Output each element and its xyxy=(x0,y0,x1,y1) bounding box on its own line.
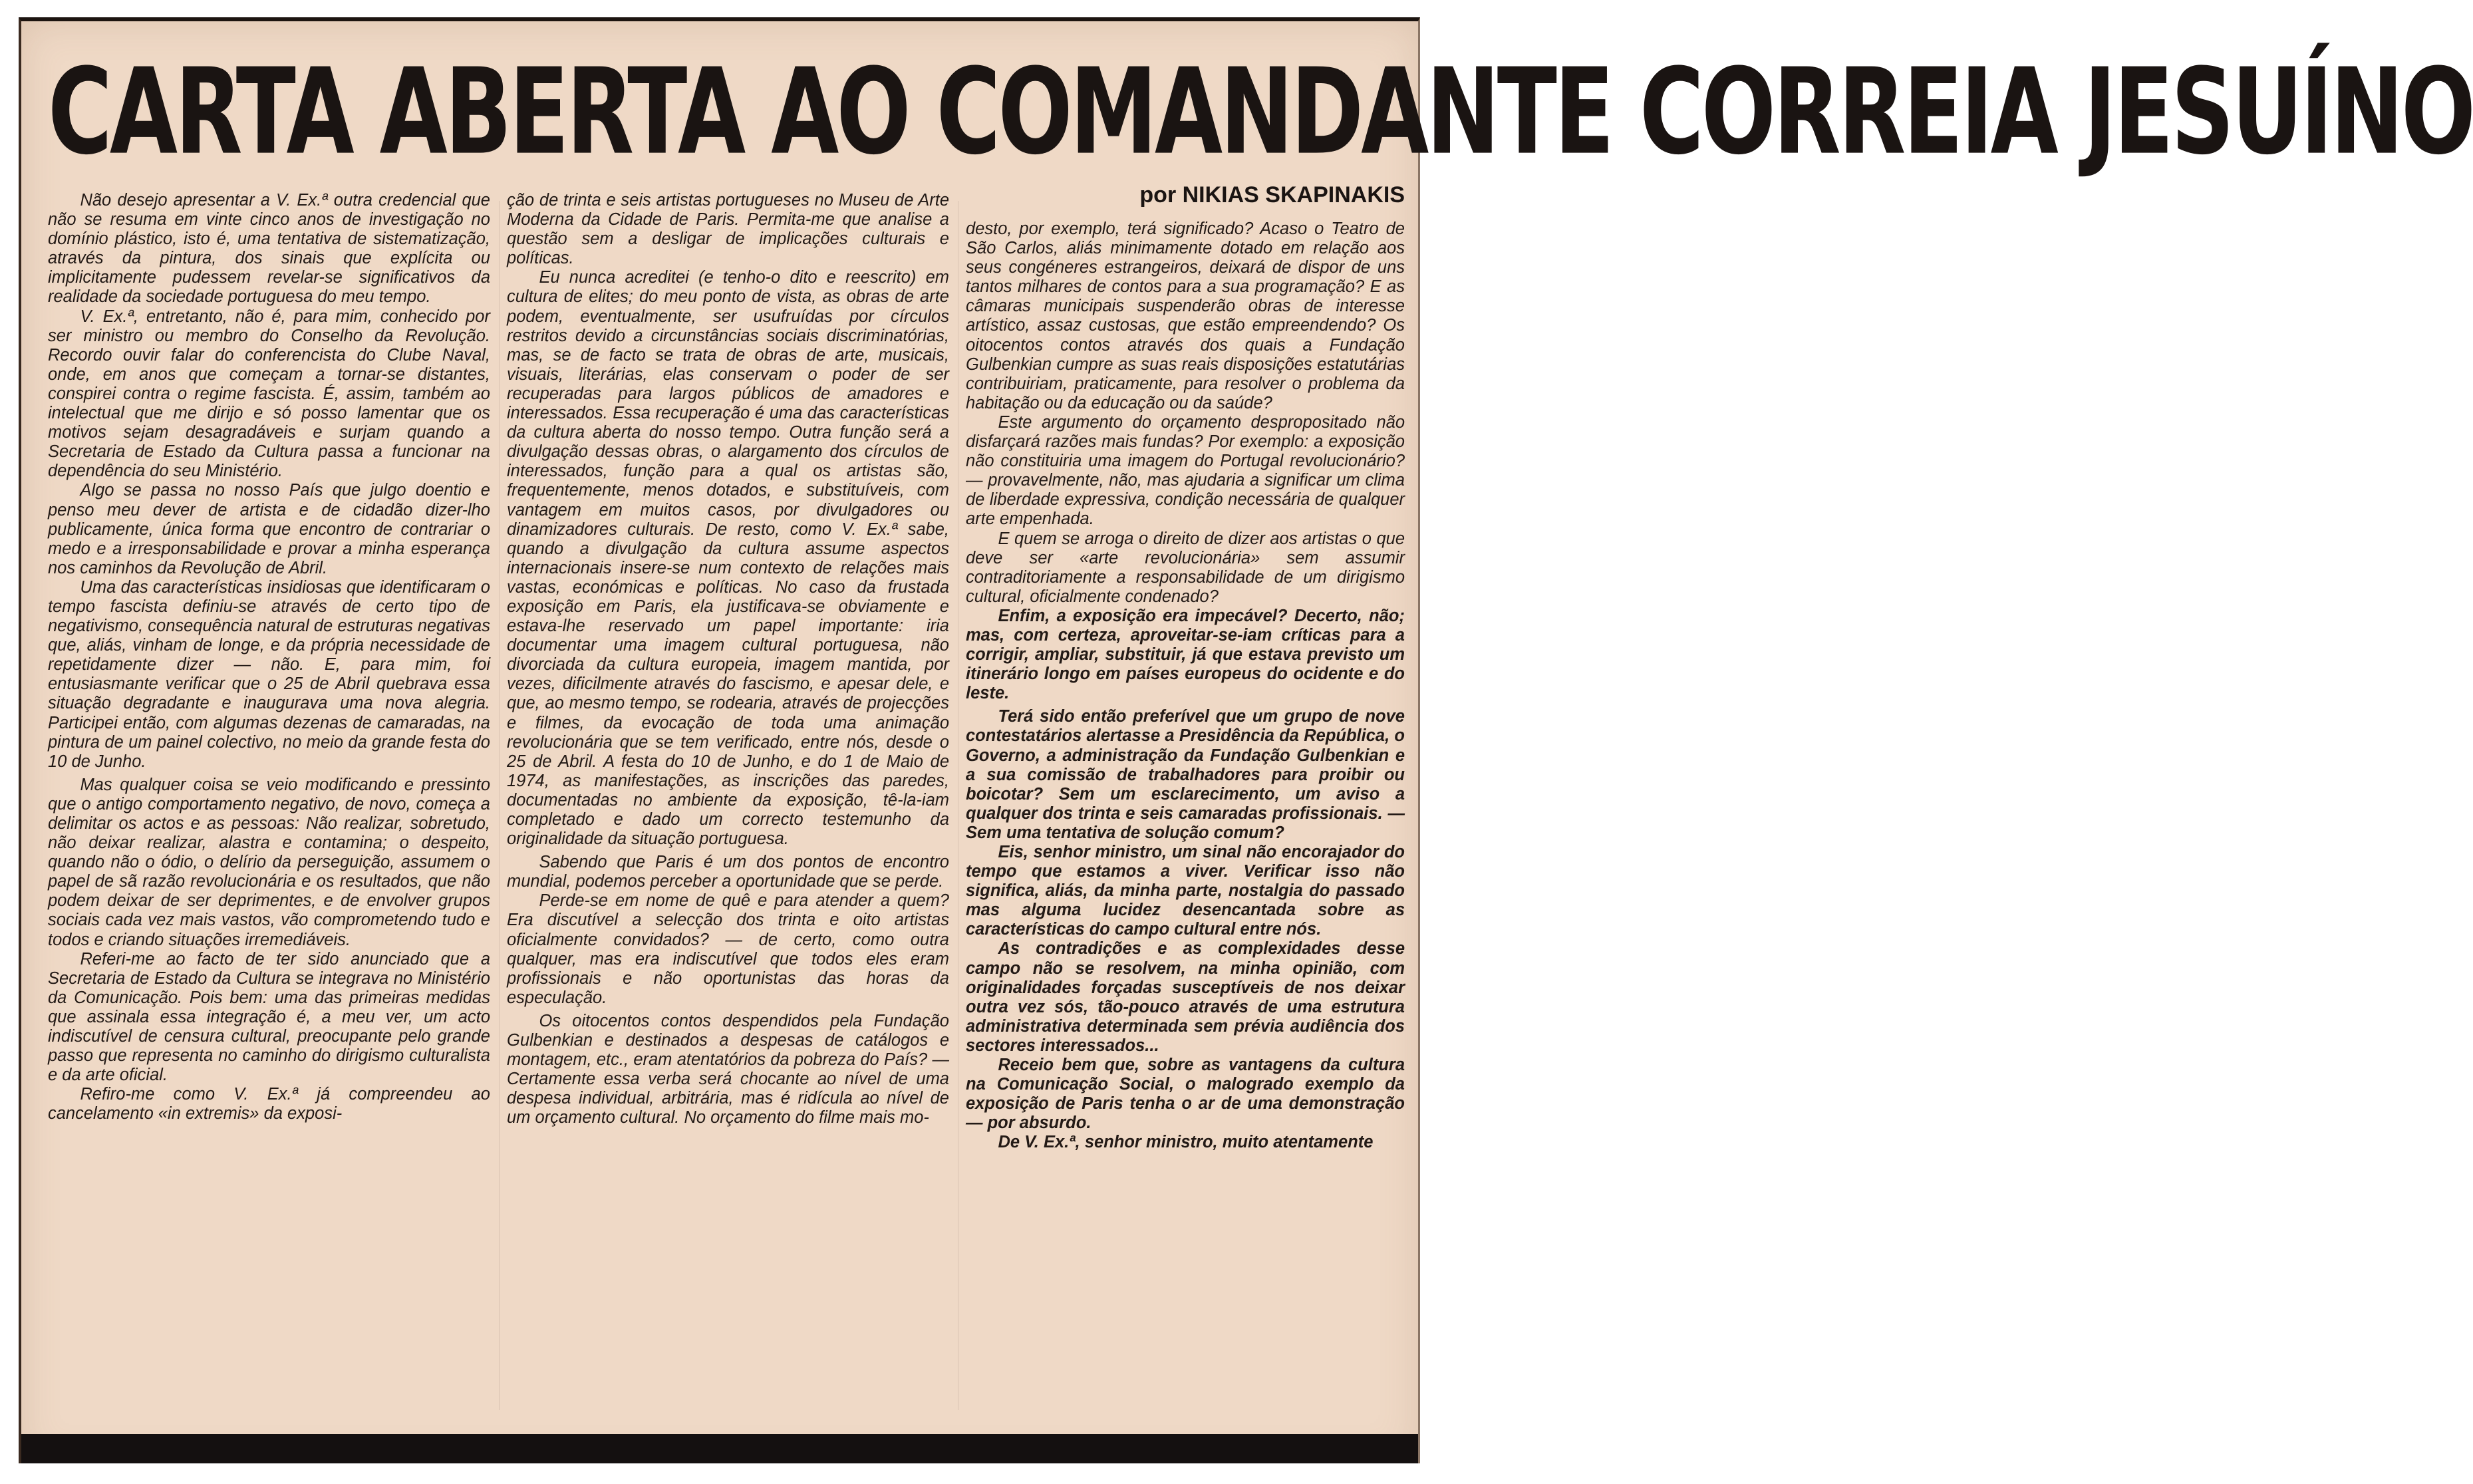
paragraph: Não desejo apresentar a V. Ex.ª outra credencial que não se resuma em vinte cinco anos de investigação no domínio plástico, isto é, uma tentativa de sistematização, através da pintura, dos sinais que explícita ou implicitamente pudessem revelar-se significativos da realidade da sociedade portuguesa do meu tempo. xyxy=(48,191,490,307)
newspaper-clipping xyxy=(19,17,2473,1463)
paragraph: Este argumento do orçamento despropositado não disfarçará razões mais fundas? Por exemplo: a exposição não constituiria uma imagem do Portugal revolucionário? — provavelmente, não, mas ajudaria a significar um clima de liberdade expressiva, condição necessária de qualquer arte empenhada. xyxy=(966,412,1405,529)
paragraph: Uma das características insidiosas que identificaram o tempo fascista definiu-se através de certo tipo de negativismo, consequência natural de estruturas negativas que, aliás, vinham de longe, e da própria necessidade de repetidamente dizer — não. E, para mim, foi entusiasmante verificar que o 25 de Abril quebrava essa situação degradante e inaugurava uma nova alegria. Participei então, com algumas dezenas de camaradas, na pintura de um painel colectivo, no meio da grande festa do 10 de Junho. xyxy=(48,577,490,771)
paragraph: Eis, senhor ministro, um sinal não encorajador do tempo que estamos a viver. Verificar isso não significa, aliás, da minha parte, nostalgia do passado mas alguma lucidez desencantada sobre as características do campo cultural entre nós. xyxy=(966,843,1405,939)
article-column-2 xyxy=(507,191,949,1417)
closing-line: De V. Ex.ª, senhor ministro, muito atentamente xyxy=(998,1133,1374,1152)
paragraph: Sabendo que Paris é um dos pontos de encontro mundial, podemos perceber a oportunidade que se perde. xyxy=(507,853,949,891)
paragraph: desto, por exemplo, terá significado? Acaso o Teatro de São Carlos, aliás minimamente dotado em relação aos seus congéneres estrangeiros, deixará de dispor de uns tantos milhares de contos para a sua programação? E as câmaras municipais suspenderão obras de interesse artístico, assaz custosas, que estão empreendendo? Os oitocentos contos através dos quais a Fundação Gulbenkian cumpre as suas reais disposições estatutárias contribuiriam, praticamente, para resolver o problema da habitação ou da educação ou da saúde? xyxy=(966,220,1405,412)
paragraph: Perde-se em nome de quê e para atender a quem? Era discutível a selecção dos trinta e oito artistas oficialmente convidados? — de certo, como outra qualquer, mas era indiscutível que todos eles eram profissionais e não oportunistas das horas da especulação. xyxy=(507,891,949,1007)
article-column-1 xyxy=(48,191,490,1417)
article-column-3 xyxy=(966,220,1405,1417)
bottom-rule-bar xyxy=(21,1434,1418,1463)
paragraph: Eu nunca acreditei (e tenho-o dito e reescrito) em cultura de elites; do meu ponto de vista, as obras de arte podem, eventualmente, ser usufruídas por círculos restritos devido a circunstâncias sociais discriminatórias, mas, se de facto se trata de obras de arte, musicais, visuais, literárias, elas conservam o poder de ser recuperadas para largos públicos de amadores e interessados. Essa recuperação é uma das características da cultura aberta do nosso tempo. Outra função será a divulgação dessas obras, o alargamento dos círculos de interessados, função para a qual os artistas são, frequentemente, menos dotados, e substituíveis, com vantagem em muitos casos, por divulgadores ou dinamizadores culturais. De resto, como V. Ex.ª sabe, quando a divulgação da cultura assume aspectos internacionais insere-se num contexto de relações mais vastas, económicas e políticas. No caso da frustada exposição em Paris, ela justificava-se obviamente e estava-lhe reservado um papel importante: iria documentar uma imagem cultural portuguesa, não divorciada da cultura europeia, imagem mantida, por vezes, dificilmente através do fascismo, e apesar dele, e que, ao mesmo tempo, se rodearia, através de projecções e filmes, da evocação de toda uma animação revolucionária que se tem verificado, entre nós, desde o 25 de Abril. A festa do 10 de Junho, e do 1 de Maio de 1974, as manifestações, as inscrições das paredes, documentadas no ambiente da exposição, tê-la-iam completado e dado um correcto testemunho da originalidade da situação portuguesa. xyxy=(507,268,949,849)
column-divider xyxy=(499,201,500,1410)
paragraph: Mas qualquer coisa se veio modificando e pressinto que o antigo comportamento negativo, de novo, começa a delimitar os actos e as pessoas: Não realizar, sobretudo, não deixar realizar, alastra e contamina; o despeito, quando não o ódio, o delírio da perseguição, assumem o papel de sã razão revolucionária e os resultados, que não podem deixar de ser deprimentes, e de envolver grupos sociais cada vez mais vastos, vão comprometendo tudo e todos e criando situações irremediáveis. xyxy=(48,775,490,949)
article-headline: CARTA ABERTA AO COMANDANTE CORREIA JESUÍNO xyxy=(48,43,2473,182)
paragraph: Refiro-me como V. Ex.ª já compreendeu ao cancelamento «in extremis» da exposi- xyxy=(48,1085,490,1123)
paragraph: Algo se passa no nosso País que julgo doentio e penso meu dever de artista e de cidadão dizer-lho publicamente, única forma que encontro de contrariar o medo e a irresponsabilidade e provar a minha esperança nos caminhos da Revolução de Abril. xyxy=(48,481,490,577)
paragraph: Os oitocentos contos despendidos pela Fundação Gulbenkian e destinados a despesas de catálogos e montagem, etc., eram atentatórios da pobreza do País? — Certamente essa verba será chocante ao nível de uma despesa individual, arbitrária, mas é ridícula ao nível de um orçamento cultural. No orçamento do filme mais mo- xyxy=(507,1011,949,1127)
article-byline: por NIKIAS SKAPINAKIS xyxy=(1139,182,1405,208)
paragraph: Referi-me ao facto de ter sido anunciado que a Secretaria de Estado da Cultura se integrava no Ministério da Comunicação. Pois bem: uma das primeiras medidas que assinala essa integração é, a meu ver, um acto indiscutível de censura cultural, preocupante pelo grande passo que representa no caminho do dirigismo culturalista e da arte oficial. xyxy=(48,949,490,1085)
paragraph: E quem se arroga o direito de dizer aos artistas o que deve ser «arte revolucionária» sem assumir contraditoriamente a responsabilidade de um dirigismo cultural, oficialmente condenado? xyxy=(966,529,1405,606)
paragraph: Receio bem que, sobre as vantagens da cultura na Comunicação Social, o malogrado exemplo da exposição de Paris tenha o ar de uma demonstração — por absurdo. xyxy=(966,1056,1405,1133)
paragraph: Enfim, a exposição era impecável? Decerto, não; mas, com certeza, aproveitar-se-iam críticas para a corrigir, ampliar, substituir, já que estava previsto um itinerário longo em países europeus do ocidente e do leste. xyxy=(966,606,1405,703)
paragraph: Terá sido então preferível que um grupo de nove contestatários alertasse a Presidência da República, o Governo, a administração da Fundação Gulbenkian e a sua comissão de trabalhadores para proibir ou boicotar? Sem um esclarecimento, um aviso a qualquer dos trinta e seis camaradas profissionais. — Sem uma tentativa de solução comum? xyxy=(966,707,1405,842)
paragraph: V. Ex.ª, entretanto, não é, para mim, conhecido por ser ministro ou membro do Conselho da Revolução. Recordo ouvir falar do conferencista do Clube Naval, onde, em anos que começam a tornar-se distantes, conspirei contra o regime fascista. É, assim, também ao intelectual que me dirijo e só posso lamentar que os motivos sejam desagradáveis e surjam quando a Secretaria de Estado da Cultura passa a funcionar na dependência do seu Ministério. xyxy=(48,307,490,481)
paragraph: ção de trinta e seis artistas portugueses no Museu de Arte Moderna da Cidade de Paris. Permita-me que analise a questão sem a desligar de implicações culturais e políticas. xyxy=(507,191,949,268)
paragraph: As contradições e as complexidades desse campo não se resolvem, na minha opinião, com originalidades forçadas susceptíveis de nos deixar outra vez sós, tão-pouco através de uma estrutura administrativa determinada sem prévia audiência dos sectores interessados... xyxy=(966,939,1405,1055)
